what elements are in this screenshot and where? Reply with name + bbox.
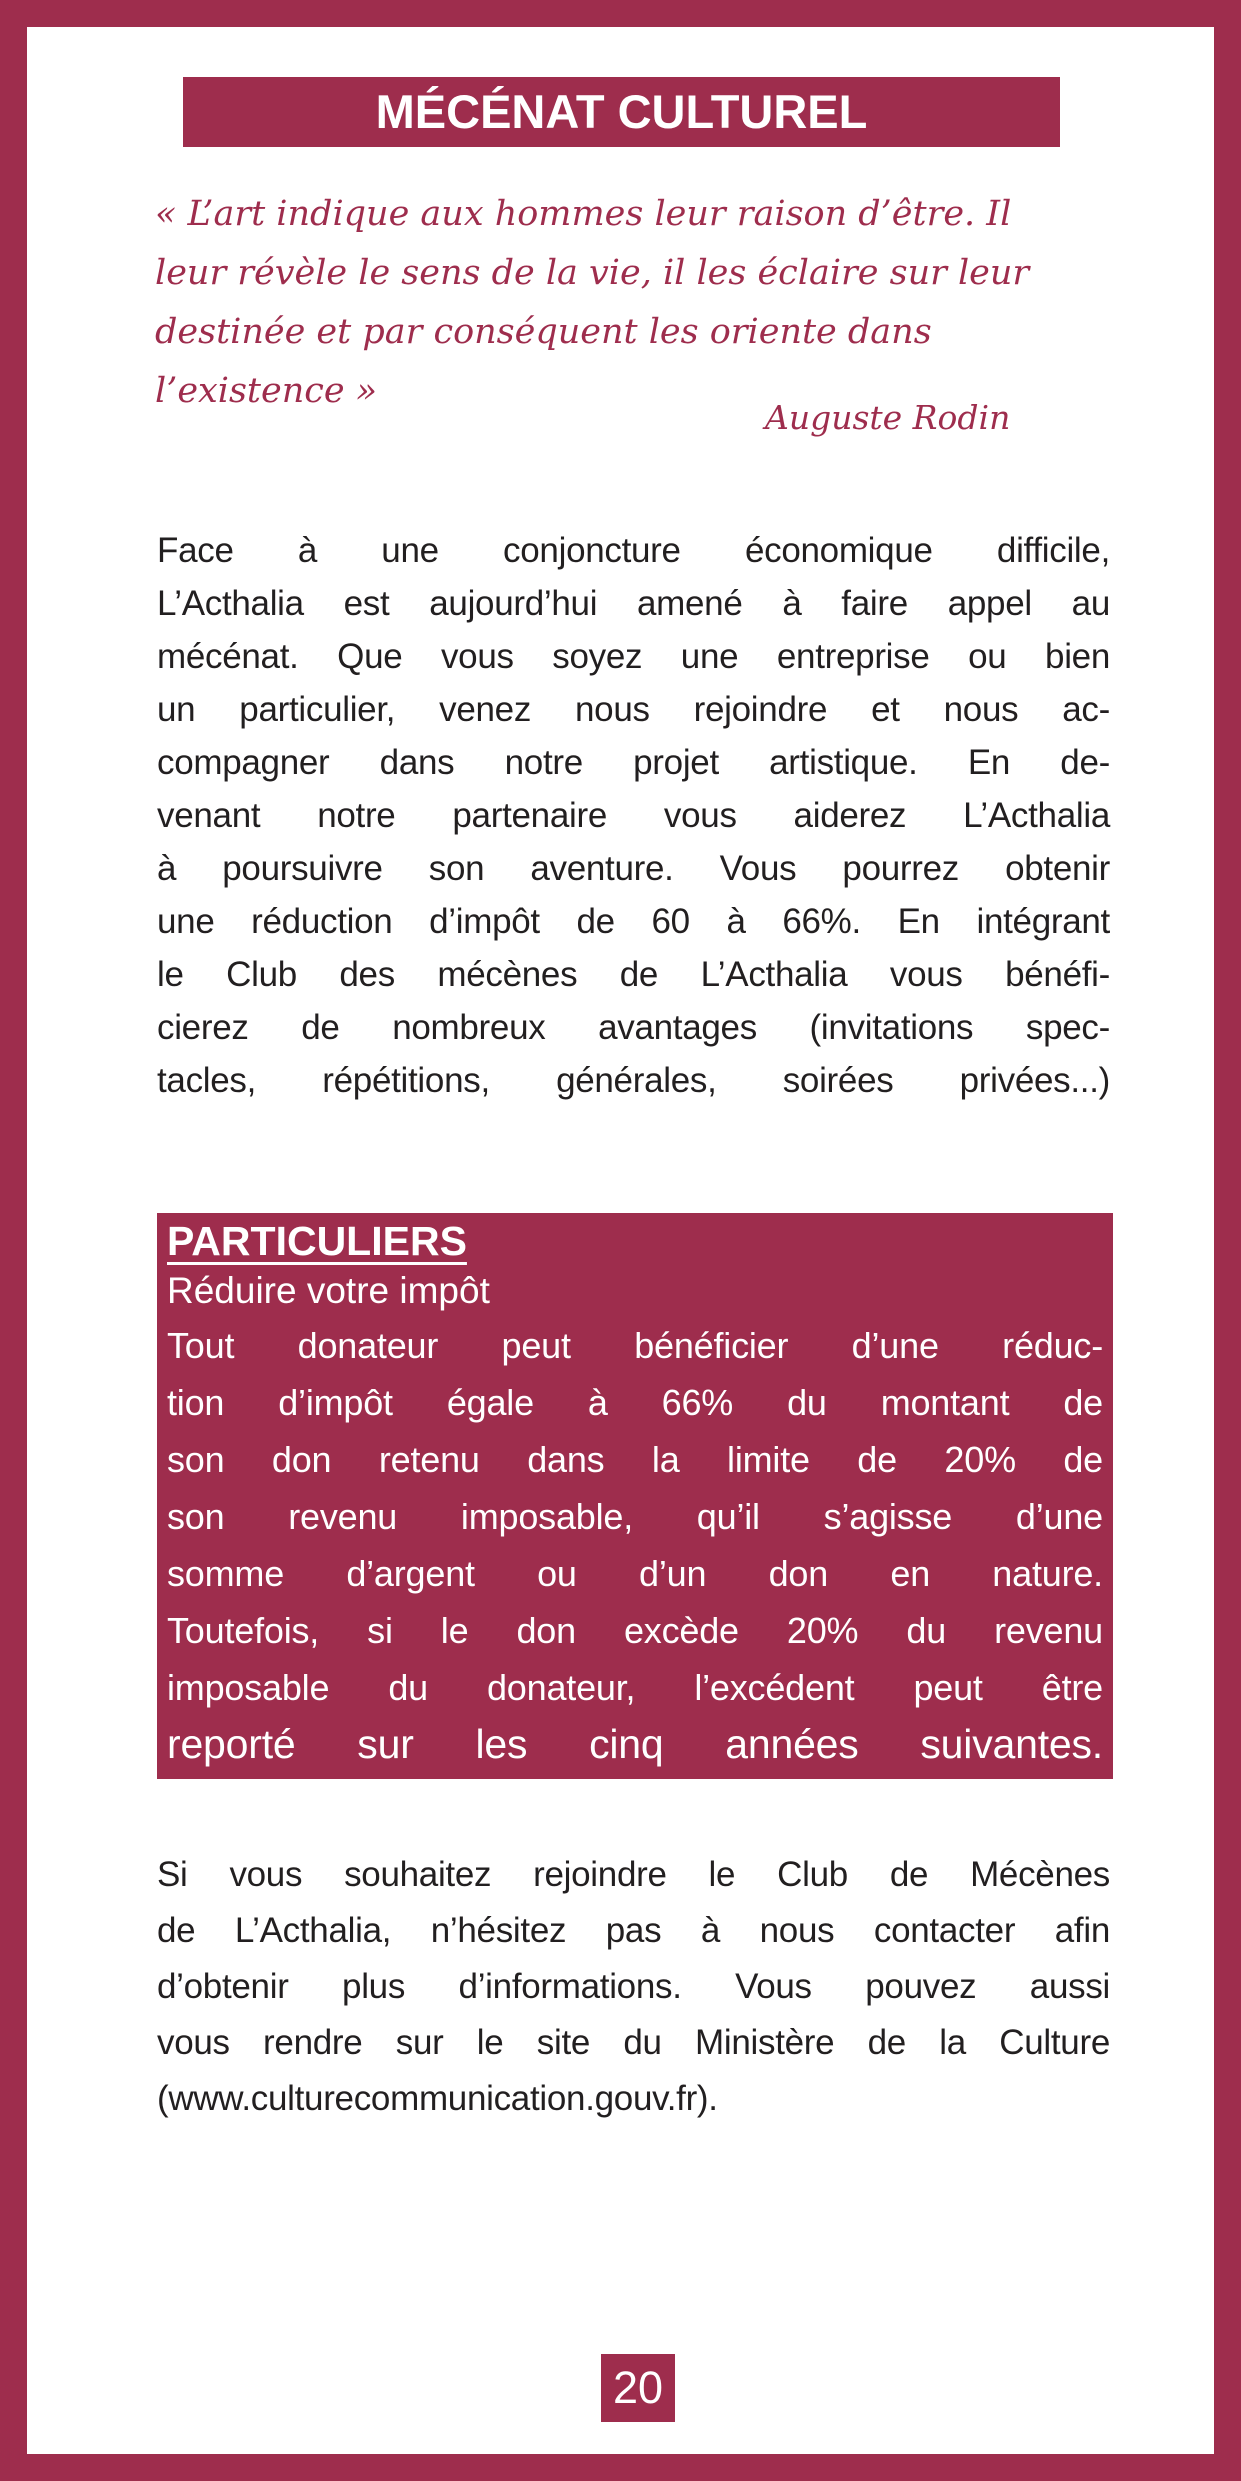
box-line: son revenu imposable, qu’il s’agisse d’une <box>167 1496 1103 1537</box>
quote-line: l’existence » <box>155 371 378 411</box>
quote-block <box>155 185 1145 421</box>
website-url-line: (www.culturecommunication.gouv.fr). <box>157 2079 718 2118</box>
paragraph-line: compagner dans notre projet artistique. En de- <box>157 743 1110 782</box>
page-number: 20 <box>612 2362 664 2413</box>
paragraph-line: tacles, répétitions, générales, soirées privées...) <box>157 1061 1110 1100</box>
box-line: somme d’argent ou d’un don en nature. <box>167 1553 1103 1594</box>
quote-attribution: Auguste Rodin <box>765 398 1011 437</box>
paragraph-line: le Club des mécènes de L’Acthalia vous bénéfi- <box>157 955 1110 994</box>
box-line: imposable du donateur, l’excédent peut être <box>167 1667 1103 1708</box>
paragraph-line: vous rendre sur le site du Ministère de la Culture <box>157 2023 1110 2062</box>
page-number-badge <box>601 2354 675 2422</box>
box-line: Tout donateur peut bénéficier d’une réduc- <box>167 1325 1103 1366</box>
paragraph-line: mécénat. Que vous soyez une entreprise ou bien <box>157 637 1110 676</box>
paragraph-line: Face à une conjoncture économique difficile, <box>157 531 1110 570</box>
quote-line: « L’art indique aux hommes leur raison d’être. Il <box>155 194 1012 234</box>
box-line: son don retenu dans la limite de 20% de <box>167 1439 1103 1480</box>
paragraph-line: un particulier, venez nous rejoindre et nous ac- <box>157 690 1110 729</box>
paragraph-line: de L’Acthalia, n’hésitez pas à nous contacter afin <box>157 1911 1110 1950</box>
quote-line: destinée et par conséquent les oriente dans <box>155 312 932 352</box>
paragraph-line: venant notre partenaire vous aiderez L’Acthalia <box>157 796 1110 835</box>
box-line: reporté sur les cinq années suivantes. <box>167 1721 1103 1767</box>
box-subheading: Réduire votre impôt <box>167 1270 490 1311</box>
quote-line: leur révèle le sens de la vie, il les éclaire sur leur <box>155 253 1030 293</box>
paragraph-line: L’Acthalia est aujourd’hui amené à faire appel au <box>157 584 1110 623</box>
paragraph-line: d’obtenir plus d’informations. Vous pouvez aussi <box>157 1967 1110 2006</box>
paragraph-line: à poursuivre son aventure. Vous pourrez obtenir <box>157 849 1110 888</box>
box-line: Toutefois, si le don excède 20% du revenu <box>167 1610 1103 1651</box>
intro-paragraph <box>157 524 1110 1107</box>
paragraph-line: une réduction d’impôt de 60 à 66%. En intégrant <box>157 902 1110 941</box>
box-heading: PARTICULIERS <box>167 1218 467 1264</box>
closing-paragraph <box>157 1847 1110 2127</box>
box-line: tion d’impôt égale à 66% du montant de <box>167 1382 1103 1423</box>
particuliers-box <box>157 1213 1113 1779</box>
paragraph-line: Si vous souhaitez rejoindre le Club de Mécènes <box>157 1855 1110 1894</box>
title-banner <box>183 77 1060 147</box>
page-title: MÉCÉNAT CULTUREL <box>375 85 868 138</box>
paragraph-line: cierez de nombreux avantages (invitations spec- <box>157 1008 1110 1047</box>
